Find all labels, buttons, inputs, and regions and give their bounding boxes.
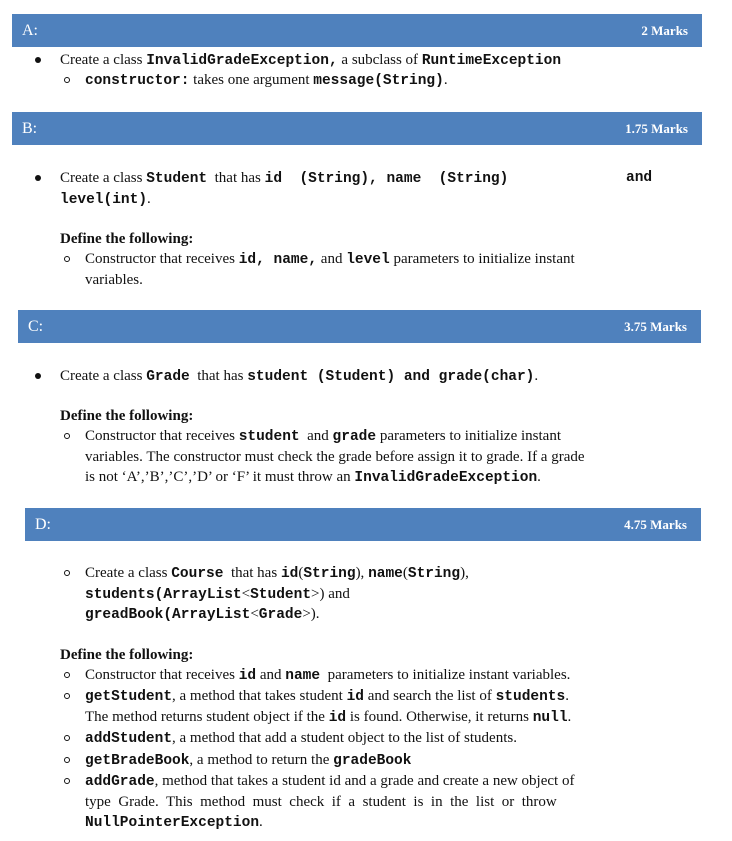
- sub-bullet-icon: [64, 735, 70, 741]
- sub-bullet-icon: [64, 570, 70, 576]
- section-c-marks: 3.75 Marks: [624, 318, 687, 334]
- section-b-marks: 1.75 Marks: [625, 120, 688, 136]
- section-d-item-1: Constructor that receives id and name parameters to initialize instant variables.: [85, 667, 571, 684]
- section-c-label: C:: [28, 317, 44, 335]
- section-d-item-4: getBradeBook, a method to return the gradeBook: [85, 752, 412, 769]
- section-d-item-2-cont: The method returns student object if the id is found. Otherwise, it returns null.: [85, 709, 572, 726]
- section-b-define-heading: Define the following:: [60, 231, 194, 247]
- section-d-marks: 4.75 Marks: [624, 516, 687, 532]
- section-d-item-3: addStudent, a method that add a student object to the list of students.: [85, 730, 517, 747]
- section-b-line-1-end: and: [626, 170, 653, 186]
- section-d-header: [25, 508, 701, 541]
- section-d-item-5: addGrade, method that takes a student id and a grade and create a new object of: [85, 773, 575, 790]
- section-d-item-5-cont-2: NullPointerException.: [85, 814, 263, 831]
- section-c-define-heading: Define the following:: [60, 408, 194, 424]
- section-c-item-1: Constructor that receives student and grade parameters to initialize instant: [85, 428, 561, 445]
- bullet-icon: [35, 373, 41, 379]
- section-b-item-1: Constructor that receives id, name, and level parameters to initialize instant: [85, 251, 575, 268]
- section-c-item-1-cont: variables. The constructor must check the grade before assign it to grade. If a grade: [85, 449, 585, 465]
- section-a-label: A:: [22, 21, 38, 39]
- section-a-marks: 2 Marks: [641, 22, 688, 38]
- sub-bullet-icon: [64, 77, 70, 83]
- section-d-define-heading: Define the following:: [60, 647, 194, 663]
- sub-bullet-icon: [64, 433, 70, 439]
- section-b-header: [12, 112, 702, 145]
- sub-bullet-icon: [64, 256, 70, 262]
- section-c-item-1-cont-2: is not ‘A’,’B’,’C’,’D’ or ‘F’ it must throw an InvalidGradeException.: [85, 469, 541, 486]
- section-d-line-1: Create a class Course that has id(String), name(String),: [85, 565, 469, 582]
- section-d-line-3: greadBook(ArrayList<Grade>).: [85, 606, 320, 623]
- sub-bullet-icon: [64, 757, 70, 763]
- section-b-label: B:: [22, 119, 38, 137]
- section-a-line-2: constructor: takes one argument message(String).: [85, 72, 448, 89]
- section-a-line-1: Create a class InvalidGradeException, a subclass of RuntimeException: [60, 52, 562, 69]
- section-c-header: [18, 310, 701, 343]
- section-b-line-2: level(int).: [60, 191, 151, 208]
- sub-bullet-icon: [64, 778, 70, 784]
- section-c-line-1: Create a class Grade that has student (Student) and grade(char).: [60, 368, 539, 385]
- section-b-line-1: Create a class Student that has id (String), name (String): [60, 170, 509, 187]
- section-d-item-2: getStudent, a method that takes student id and search the list of students.: [85, 688, 569, 705]
- sub-bullet-icon: [64, 693, 70, 699]
- sub-bullet-icon: [64, 672, 70, 678]
- section-b-item-1-cont: variables.: [85, 272, 143, 288]
- section-d-label: D:: [35, 515, 51, 533]
- bullet-icon: [35, 57, 41, 63]
- section-d-line-2: students(ArrayList<Student>) and: [85, 586, 350, 603]
- section-a-header: [12, 14, 702, 47]
- section-d-item-5-cont: type Grade. This method must check if a student is in the list or throw: [85, 794, 557, 810]
- bullet-icon: [35, 175, 41, 181]
